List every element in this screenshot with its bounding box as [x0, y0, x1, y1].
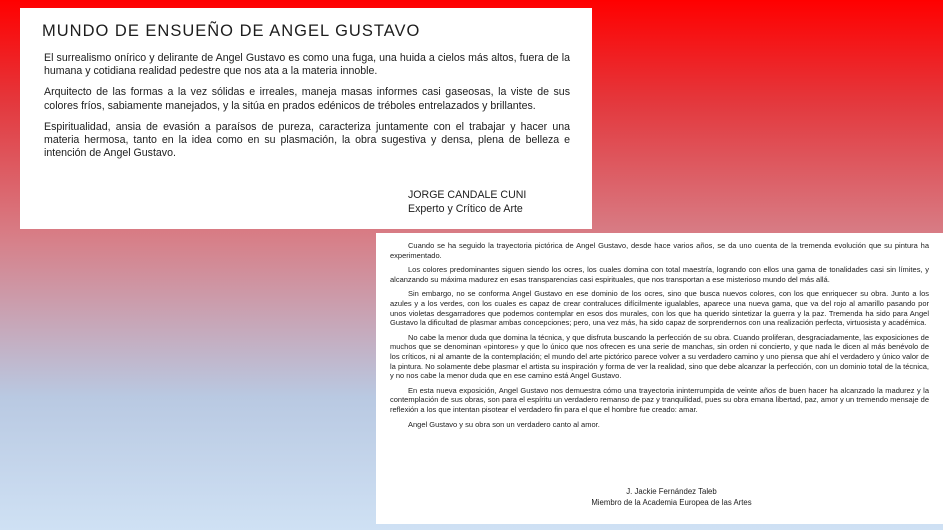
paragraph: En esta nueva exposición, Angel Gustavo nos demuestra cómo una trayectoria ininterrumpida de veinte años de buen hacer ha alcanzado la madurez y la contemplación de sus obras, son para el espíritu un verdadero remanso de paz y tranquilidad, pues su obra emana libertad, paz, amor y un tremendo mensaje de reflexión a los que intentan pisotear el verdadero fin para el que el hombre fue creado: amar.	[390, 385, 929, 414]
paragraph: Los colores predominantes siguen siendo los ocres, los cuales domina con total maestría, logrando con ellos una gama de tonalidades casi sin límites, y alcanzando su máxima madurez en esas transparencias casi espirituales, que nos transportan a ese misterioso mundo del más allá.	[390, 265, 929, 284]
signature-block	[376, 487, 943, 508]
author-name: J. Jackie Fernández Taleb	[626, 487, 717, 496]
signature-block	[408, 188, 526, 216]
paragraph: Cuando se ha seguido la trayectoria pictórica de Angel Gustavo, desde hace varios años, se da uno cuenta de la tremenda evolución que su pintura ha experimentado.	[390, 241, 929, 260]
article-title: MUNDO DE ENSUEÑO DE ANGEL GUSTAVO	[42, 22, 421, 40]
critique-card-fernandez	[376, 233, 943, 524]
author-name: JORGE CANDALE CUNI	[408, 189, 527, 201]
author-role: Experto y Crítico de Arte	[408, 203, 523, 215]
paragraph: Sin embargo, no se conforma Angel Gustavo en ese dominio de los ocres, sino que busca nuevos colores, con los que enriquecer su obra. Junto a los azules y a los verdes, con los cuales es capaz de crear contraluces difícilmente igualables, aparece una nueva gama, que va del rojo al amarillo pasando por unos violetas desgarradores que podemos contemplar en esos dos murales, con los que ha querido sintetizar la guerra y la paz. Tremenda ha sido para Angel Gustavo la dificultad de plasmar ambas concepciones; pero, una vez más, ha sido capaz de sorprendernos con una realización perfecta, virtuosista y académica.	[390, 289, 929, 328]
critique-card-candale	[20, 8, 592, 229]
paragraph: El surrealismo onírico y delirante de Angel Gustavo es como una fuga, una huida a cielos más altos, fuera de la humana y cotidiana realidad pedestre que nos ata a la materia innoble.	[44, 52, 570, 78]
paragraph: Angel Gustavo y su obra son un verdadero canto al amor.	[408, 419, 600, 429]
author-role: Miembro de la Academia Europea de las Artes	[591, 497, 752, 507]
paragraph: Arquitecto de las formas a la vez sólidas e irreales, maneja masas informes casi gaseosas, la viste de sus colores fríos, sabiamente manejados, y la sitúa en prados edénicos de tréboles entrelazados y brillantes.	[44, 86, 570, 112]
paragraph: No cabe la menor duda que domina la técnica, y que disfruta buscando la perfección de su obra. Cuando proliferan, desgraciadamente, las exposiciones de muchos que se denominan «pintores» y que lo único que nos ofrecen es una serie de manchas, sin orden ni concierto, y que nada le dicen al más benévolo de los críticos, ni al amante de la contemplación; el mundo del arte pictórico parece volver a su verdadero camino y uno piensa que ahí el verdadero y único valor de la pintura. No solamente debe plasmar el artista su inspiración y forma de ver la realidad, sino que debe alcanzar la perfección, con un dominio total de la técnica, y no nos cabe la menor duda que en ese camino está Angel Gustavo.	[390, 332, 929, 381]
paragraph: Espiritualidad, ansia de evasión a paraísos de pureza, caracteriza juntamente con el trabajar y hacer una materia hermosa, tanto en la idea como en su plasmación, la obra sugestiva y densa, plena de belleza e intención de Angel Gustavo.	[44, 120, 570, 160]
